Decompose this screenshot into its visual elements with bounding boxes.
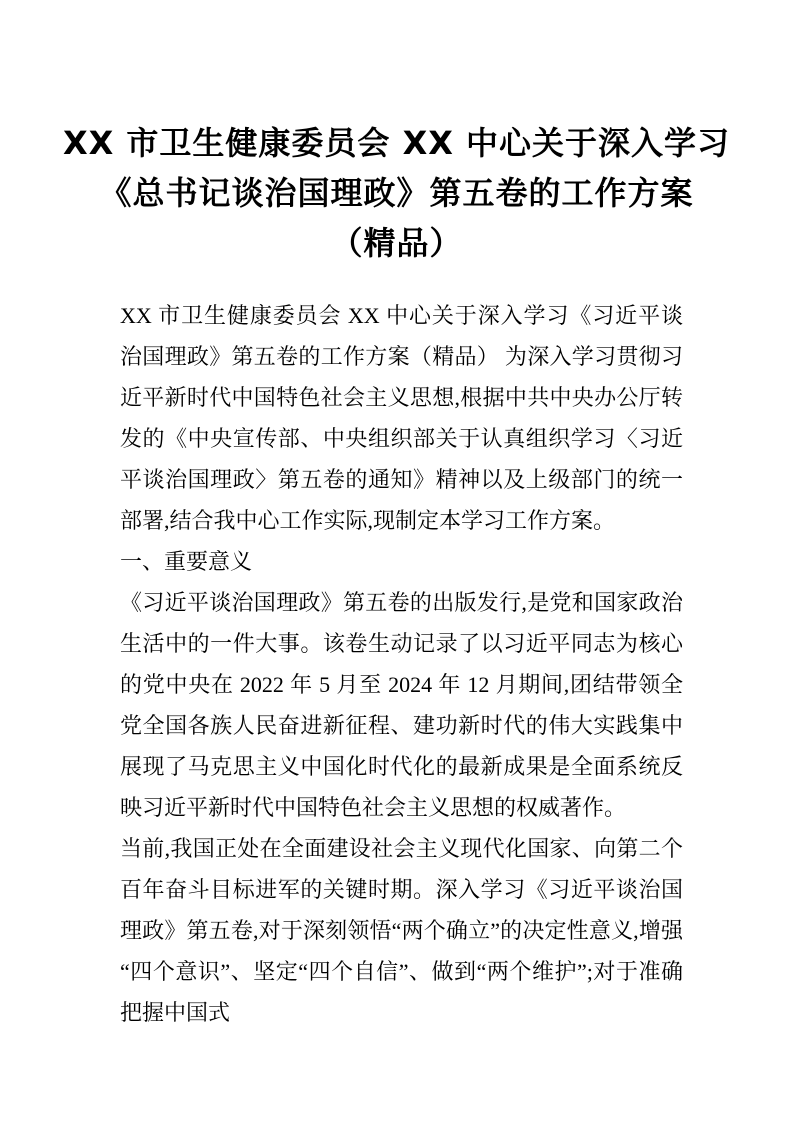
document-title-line-1: XX 市卫生健康委员会 XX 中心关于深入学习: [62, 124, 731, 162]
document-title: [56, 118, 737, 268]
paragraph-intro: XX 市卫生健康委员会 XX 中心关于深入学习《习近平谈治国理政》第五卷的工作方案（精品） 为深入学习贯彻习近平新时代中国特色社会主义思想,根据中共中央办公厅转发的《中央宣传部、中央组织部关于认真组织学习〈习近平谈治国理政〉第五卷的通知》精神以及上级部门的统一部署,结合我中心工作实际,现制定本学习工作方案。: [120, 303, 683, 533]
document-title-line-3: （精品）: [330, 224, 463, 262]
paragraph-significance: 《习近平谈治国理政》第五卷的出版发行,是党和国家政治生活中的一件大事。该卷生动记录了以习近平同志为核心的党中央在 2022 年 5 月至 2024 年 12 月期间,团结带领全党全国各族人民奋进新征程、建功新时代的伟大实践集中展现了马克思主义中国化时代化的最新成果是全面系统反映习近平新时代中国特色社会主义思想的权威著作。: [120, 590, 683, 820]
paragraph-current-period: 当前,我国正处在全面建设社会主义现代化国家、向第二个百年奋斗目标进军的关键时期。深入学习《习近平谈治国理政》第五卷,对于深刻领悟“两个确立”的决定性意义,增强“四个意识”、坚定“四个自信”、做到“两个维护”;对于准确把握中国式: [120, 836, 683, 1025]
section-heading-1: 一、重要意义: [120, 549, 253, 574]
document-title-line-2: 《总书记谈治国理政》第五卷的工作方案: [99, 174, 694, 212]
document-body: [120, 295, 683, 1033]
